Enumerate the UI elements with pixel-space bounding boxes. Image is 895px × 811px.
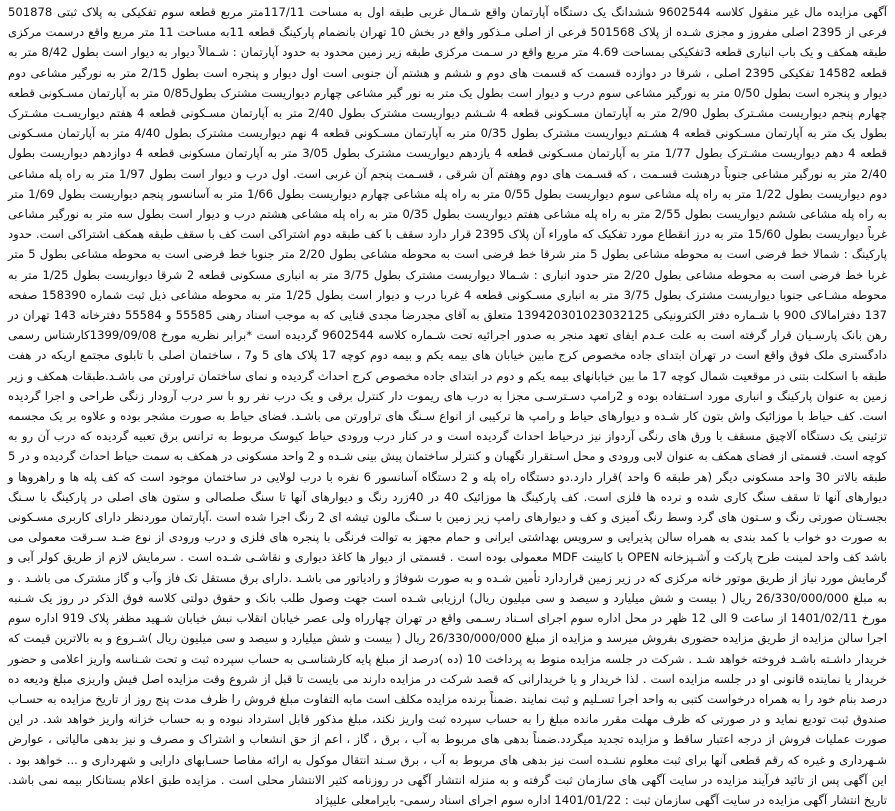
auction-notice-text: آگهی مزایده مال غیر منقول کلاسه 9602544 ششدانگ یک دستگاه آپارتمان واقع شـمال غربی طبقه اول به مساحت 117/11متر مربع قطعه سوم تفکیکی به پلاک ثبتی 501878 فرعی از 2395 اصلی مفروز و مجزی شـده از پلاک 501568 فرعی از اصلی مـذکور واقع در بخش 10 تهران بانضمام پارکینگ قطعه 11به مساحت 11 متر مربع واقع درسمت مرکزی طبقه همکف و یک باب انباری قطعه 3تفکیکی بمساحت 4.69 متر مربع واقع در سـمت مرکزی طبقه زیر زمین محدود به حدود آپارتمان : شـمالاً دیوار به دیوار است بطول 8/42 متر به قطعه 14582 تفکیکی 2395 اصلی ، شرقا در دوازده قسمت که قسمت های دوم و ششم و هشتم آن جنوبی است اول دیوار و پنجره است بطول 2/15 متر به نورگیر مشاعی دوم دیوار و پنجره است بطول 0/50 متر به نورگیر مشاعی سوم درب و دیوار است بطول یک متر به نور گیر مشاعی چهارم دیواریست مشترک بطول0/85 متر به آپارتمان مسـکونی قطعه چهارم پنجم دیواریست مشـترک بطول 2/90 متر به آپارتمان مسـکونی قطعه 4 شـشم دیواریست مشترک بطول 2/40 متر به آپارتمان مسـکونی قطعه 4 هفتم دیواریسـت مشـترک بطول یک متر به آپارتمان مسـکونی قطعه 4 هشـتم دیواریست مشترک بطول 0/35 متر به آپارتمان مسـکونی قطعه 4 نهم دیواریست مشترک بطول 4/40 متر به آپارتمان مسـکونی قطعه 4 دهم دیواریست مشـترک بطول 1/77 متر به آپارتمان مسـکونی قطعه 4 یازدهم دیواریست مشترک بطول 3/05 متر به آپارتمان مسکونی قطعه 4 دوازدهم دیواریست بطول 2/40 متر به نورگیر مشاعی جنوباً درهشت قسـمت ، که قسـمت های دوم وهفتم آن شرقی ، قسـمت پنجم آن غربی است. اول درب و دیوار است بطول 1/97 متر به راه پله مشاعی دوم دیواریست بطول 1/22 متر به راه پله مشاعی سوم دیواریست بطول 0/55 متر به راه پله مشاعی چهارم دیواریست بطول 1/66 متر به آسانسور پنجم دیواریست بطول 1/69 متر به راه پله مشاعی ششم دیواریست بطول 2/55 متر به راه پله مشاعی هفتم دیواریست بطول 0/35 متر به راه پله مشاعی هشتم درب و دیوار است بطول سه متر به نورگیر مشاعی غرباً دیواریست بطول 15/60 متر به درز انقطاع مورد تفکیک که ماوراء آن پلاک 2395 قرار دارد سقف با کف طبقه دوم اشتراکی است کف با سقف طبقه همکف اشتراکی است. حدود پارکینگ : شمالا خط فرضی است به محوطه مشاعی بطول 5 متر شرقا خط فرضی است به محوطه مشاعی بطول 2/20 متر جنوبا خط فرضی است به محوطه مشاعی بطول 5 متر غربا خط فرضی است به محوطه مشاعی بطول 2/20 متر حدود انباری : شـمالا دیواریست مشترک بطول 3/75 متر به انباری مسکونی قطعه 2 شرقا دیواریست بطول 1/25 متر به محوطه مشـاعی جنوبا دیواریست مشترک بطول 3/75 متر به انباری مسـکونی قطعه 4 غربا درب و دیوار است بطول 1/25 متر به محوطه مشاعی ذیل ثبت شماره 158390 صفحه 137 دفترامالاک 900 با شـماره دفتر الکترونیکی 139420301023032125 متعلق به آقای مجدرضا مجدی قنایی که به موجب اسناد رهنی 55585 و 55584 دفترخانه 143 تهران در رهن بانک پارسـیان قرار گرفته است به علت عـدم ایفای تعهد منجر به صدور اجرائیه تحت شـماره کلاسه 9602544 گردیده است *برابر نظریه مورخ 1399/09/08کارشناس رسمی دادگستری ملک فوق واقع است در تهران ابتدای جاده مخصوص کرج مابین خیابان های بیمه یکم و بیمه دوم کوچه 17 پلاک های 5 و7 ، ساختمان اصلی با تابلوی مجتمع اریکه در هفت طبقه با اسکلت بتنی در موقعیت شمال کوچه 17 ما بین خیابانهای بیمه یکم و دوم در ابتدای جاده مخصوص کرج احداث گردیده و نمای ساختمان تراورتن می باشـد.طبقات همکف و زیر زمین به عنوان پارکینگ و انباری مورد اسـتفاده بوده و 2رامپ دسـترسـی مجزا به درب های ریموت دار کنترل برقی و یک درب نفر رو با سر درب آرودار زنگی طراحی و اجرا گردیده است. کف حیاط با موزائیک واش بتون کار شـده و دیوارهای حیاط و رامپ ها ترکیبی از انواع سـنگ های تراورتن می باشـد. فضای حیاط به صورت مشجر بوده و علاوه بر یک مجسمه تزئینی یک دستگاه آلاچیق مسقف با ورق های رنگی آردواز نیز درحیاط احداث گردیده است و در کنار درب ورودی حیاط کیوسک مربوط به ترانس برق تعبیه گردیده که درب آن رو به کوچه است. قسمتی از فضای همکف به عنوان لابی ورودی و محل اسـتقرار نگهبان و کنترلر ساختمان پیش بینی شـده و 2 واحد مسکونی در همکف به سمت حیاط احداث گردیده و در 5 طبقه بالاتر 30 واحد مسکونی دیگر (هر طبقه 6 واحد )قرار دارد.دو دستگاه راه پله و 2 دستگاه آسانسور 6 نفره با درب لولایی در ساختمان موجود است که کف پله ها و راهروها و دیوارهای آنها تا سقف سنگ کاری شده و نرده ها فلزی است. کف پارکینگ ها موزائیک 40 در 40زرد رنگ و دیوارهای آنها تا سنگ صلصالی و ستون های اصلی در پارکینگ با سـنگ بجسـتان صورتی رنگ و سـتون های گرد وسط رنگ آمیزی و کف و دیوارهای رامپ زیر زمین با سـنگ مالون تیشه ای 2 رنگ اجرا شده است .آپارتمان موردنظر دارای کاربری مسـکونی به صورت دو خواب با کمد بندی به همراه سالن پذیرایی و سرویس بهداشتی ایرانی و حمام مجهز به توالت فرنگی با پنجره های فلزی و درب ورودی از نوع ضـد سـرقت معمولی می باشد کف واحد لمینت طرح پارکت و آشـپزخانه OPEN با کابینت MDF معمولی بوده است . قسمتی از دیوار ها کاغذ دیواری و نقاشـی شـده است . سرمایش لازم از طریق کولر آبی و گرمایش مورد نیاز از طریق موتور خانه مرکزی که در زیر زمین قراردارد تأمین شـده و به صورت شوفاژ و رادیاتور می باشـد .دارای برق مستقل تک فاز وآب و گاز مشترک می باشـد . و به مبلغ 26/330/000/000 ریال ( بیست و شش میلیارد و سیصد و سی میلیون ریال) ارزیابی شـده است جهت وصول طلب بانک و حقوق دولتی کلاسه فوق الذکر در روز یک شـنبه مورخ 1401/02/11 از ساعت 9 الی 12 ظهر در محل اداره سوم اجرای اسـناد رسـمی واقع در تهران چهارراه ولی عصر خیابان انقلاب نبش خیابان شـهید مظفر پلاک 919 اداره سوم اجرا سالن مزایده از طریق مزایده حضوری بفروش میرسد و مزایده از مبلغ 26/330/000/000 ریال ( بیست و شش میلیارد و سیصد و سی میلیون ریال )شـروع و به بالاترین قیمت که خریدار داشـته باشـد فروخته خواهد شـد . شرکت در جلسه مزایده منوط به پرداخت 10 (ده )درصد از مبلغ پایه کارشناسـی به حساب سپرده ثبت و تحت شـناسه واریز اعلامی و حضور خریدار یا نماینده قانونی او در جلسه مزایده است . لذا خریدار و یا خریدارانی که قصد شرکت در مزایده دارند می بایست تا قبل از شروع وقت مزایده اصل فیش واریزی مبلغ ودیعه ده درصد بنام خود را به همراه درخواست کتبی به واحد اجرا تسـلیم و ثبت نمایند .ضمناً برنده مزایده مکلف است مابه التفاوت مبلغ فروش را ظرف مدت پنج روز از تاریخ مزایده به حسـاب صندوق ثبت تودیع نماید و در صورتی که ظرف مهلت مقرر مانده مبلغ را به حساب سپرده ثبت واریز نکند، مبلغ مذکور قابل استرداد نبوده و به حساب خزانه واریز خواهد شد. در این صورت عملیات فروش از درجه اعتبار ساقط و مزایده تجدید میگردد.ضمناً بدهی های مربوط به آب ، برق ، گاز ، اعم از حق انشعاب و اشتراک و مصرف و نیز بدهی مالیاتی ، عوارض شـهرداری و غیره که رقم قطعی آنها برای ثبت معلوم نشـده است نیز بدهی های مربوط به آب ، برق سـند انتقال موکول به ارائه مفاصا حسـابهای دارایی و شهرداری و ... خواهد بود . این آگهی پس از تائید فرآیند مزایده در سایت آگهی های سازمان ثبت گرفته و به منزله انتشار آگهی در روزنامه کثیر الانتشار محلی است . مزایده طبق اعلام بستانکار بیمه نمی باشد. تاریخ انتشار آگهی مزایده در سایت آگهی سازمان ثبت : 1401/01/22 اداره سوم اجرای اسناد رسمی- بایرامعلی علیپژاد xyxy=(8,5,888,807)
